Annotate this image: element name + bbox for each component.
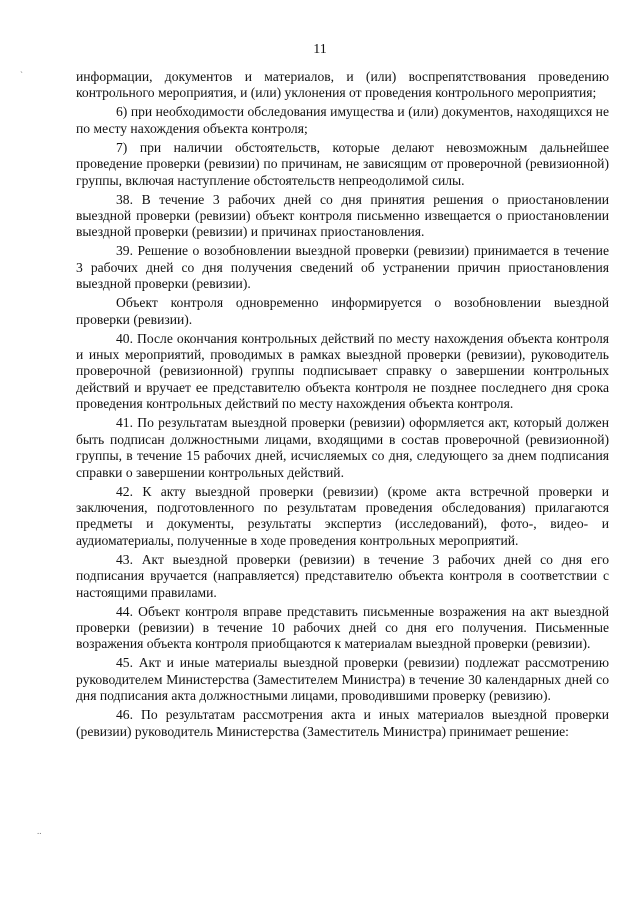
paragraph-40: 40. После окончания контрольных действий по месту нахождения объекта контроля и иных мероприятий, проводимых в рамках выездной проверки (ревизии), руководитель проверочной (ревизионной) группы подписывает справку о завершении контрольных действий и вручает ее представителю объекта контроля не позднее последнего дня срока проведения контрольных действий по месту нахождения объекта контроля.	[76, 330, 609, 412]
paragraph-41: 41. По результатам выездной проверки (ревизии) оформляется акт, который должен быть подписан должностными лицами, входящими в состав проверочной (ревизионной) группы, в течение 15 рабочих дней, исчисляемых со дня, следующего за днем подписания справки о завершении контрольных действий.	[76, 415, 609, 480]
page-number: 11	[313, 42, 327, 57]
paragraph-43: 43. Акт выездной проверки (ревизии) в течение 3 рабочих дней со дня его подписания вручается (направляется) представителю объекта контроля в соответствии с настоящими правилами.	[76, 551, 609, 600]
paragraph-45: 45. Акт и иные материалы выездной проверки (ревизии) подлежат рассмотрению руководителем Министерства (Заместителем Министра) в течение 30 календарных дней со дня подписания акта должностными лицами, проводившими проверку (ревизию).	[76, 655, 609, 704]
document-body	[76, 69, 609, 743]
paragraph-39: 39. Решение о возобновлении выездной проверки (ревизии) принимается в течение 3 рабочих дней со дня получения сведений об устранении причин приостановления выездной проверки (ревизии).	[76, 243, 609, 292]
paragraph-item-7: 7) при наличии обстоятельств, которые делают невозможным дальнейшее проведение проверки (ревизии) по причинам, не зависящим от проверочной (ревизионной) группы, включая наступление обстоятельств непреодолимой силы.	[76, 139, 609, 188]
paragraph-item-6: 6) при необходимости обследования имущества и (или) документов, находящихся не по месту нахождения объекта контроля;	[76, 104, 609, 136]
paragraph-continuation: информации, документов и материалов, и (или) воспрепятствования проведению контрольного мероприятия, и (или) уклонения от проведения контрольного мероприятия;	[76, 69, 609, 101]
scan-mark-bottom: ..	[37, 826, 42, 836]
scan-mark-top: ˋ	[20, 70, 23, 80]
paragraph-44: 44. Объект контроля вправе представить письменные возражения на акт выездной проверки (ревизии) в течение 10 рабочих дней со дня его получения. Письменные возражения объекта контроля приобщаются к материалам выездной проверки (ревизии).	[76, 603, 609, 652]
paragraph-39-notice: Объект контроля одновременно информируется о возобновлении выездной проверки (ревизии).	[76, 295, 609, 327]
paragraph-46: 46. По результатам рассмотрения акта и иных материалов выездной проверки (ревизии) руководитель Министерства (Заместитель Министра) принимает решение:	[76, 707, 609, 739]
paragraph-42: 42. К акту выездной проверки (ревизии) (кроме акта встречной проверки и заключения, подготовленного по результатам проведения обследования) прилагаются предметы и документы, результаты экспертиз (исследований), фото-, видео- и аудиоматериалы, полученные в ходе проведения контрольных мероприятий.	[76, 483, 609, 548]
paragraph-38: 38. В течение 3 рабочих дней со дня принятия решения о приостановлении выездной проверки (ревизии) объект контроля письменно извещается о приостановлении выездной проверки (ревизии) и причинах приостановления.	[76, 191, 609, 240]
